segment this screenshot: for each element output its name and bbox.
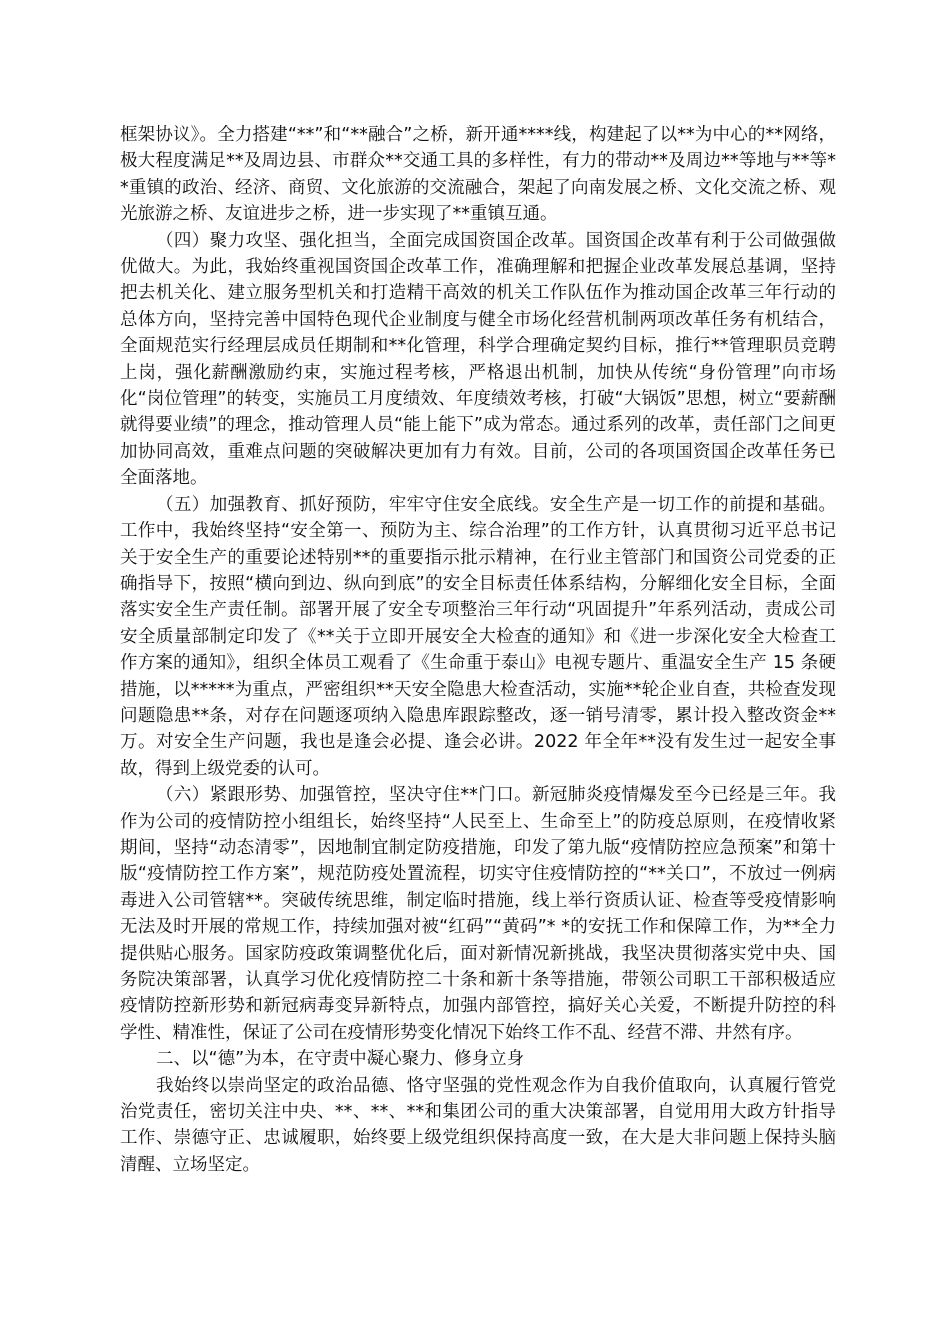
paragraph-virtue-body: 我始终以崇尚坚定的政治品德、恪守坚强的党性观念作为自我价值取向，认真履行管党治党责任，密切关注中央、**、**、**和集团公司的重大决策部署，自觉用用大政方针指导工作、崇德守正、忠诚履职，始终要上级党组织保持高度一致，在大是大非问题上保持头脑清醒、立场坚定。 [120,1075,836,1175]
paragraph-section-6-epidemic: （六）紧跟形势、加强管控，坚决守住**门口。新冠肺炎疫情爆发至今已经是三年。我作为公司的疫情防控小组组长，始终坚持“人民至上、生命至上”的防疫总原则，在疫情收紧期间，坚持“动态清零”，因地制宜制定防疫措施，印发了第九版“疫情防控应急预案”和第十版“疫情防控工作方案”，规范防疫处置流程，切实守住疫情防控的“**关口”，不放过一例病毒进入公司管辖**。突破传统思维，制定临时措施，线上举行资质认证、检查等受疫情影响无法及时开展的常规工作，持续加强对被“红码”“黄码”* *的安抚工作和保障工作，为**全力提供贴心服务。国家防疫政策调整优化后，面对新情况新挑战，我坚决贯彻落实党中央、国务院决策部署，认真学习优化疫情防控二十条和新十条等措施，带领公司职工干部积极适应疫情防控新形势和新冠病毒变异新特点，加强内部管控，搞好关心关爱，不断提升防控的科学性、精准性，保证了公司在疫情形势变化情况下始终工作不乱、经营不滞、井然有序。 [120,785,836,1043]
section-heading-virtue: 二、以“德”为本，在守责中凝心聚力、修身立身 [156,1049,525,1070]
paragraph-section-4-reform: （四）聚力攻坚、强化担当，全面完成国资国企改革。国资国企改革有利于公司做强做优做大。为此，我始终重视国资国企改革工作，准确理解和把握企业改革发展总基调，坚持把去机关化、建立服务型机关和打造精干高效的机关工作队伍作为推动国企改革三年行动的总体方向，坚持完善中国特色现代企业制度与健全市场化经营机制两项改革任务有机结合，全面规范实行经理层成员任期制和**化管理，科学合理确定契约目标，推行**管理职员竞聘上岗，强化薪酬激励约束，实施过程考核，严格退出机制，加快从传统“身份管理”向市场化“岗位管理”的转变，实施员工月度绩效、年度绩效考核，打破“大锅饭”思想，树立“要薪酬就得要业绩”的理念，推动管理人员“能上能下”成为常态。通过系列的改革，责任部门之间更加协同高效，重难点问题的突破解决更加有力有效。目前，公司的各项国资国企改革任务已全面落地。 [120,230,836,489]
paragraph-continuation: 框架协议》。全力搭建“**”和“**融合”之桥，新开通****线，构建起了以**为中心的**网络，极大程度满足**及周边县、市群众**交通工具的多样性，有力的带动**及周边**等地与**等**重镇的政治、经济、商贸、文化旅游的交流融合，架起了向南发展之桥、文化交流之桥、观光旅游之桥、友谊进步之桥，进一步实现了**重镇互通。 [120,125,836,225]
paragraph-section-5-safety: （五）加强教育、抓好预防，牢牢守住安全底线。安全生产是一切工作的前提和基础。工作中，我始终坚持“安全第一、预防为主、综合治理”的工作方针，认真贯彻习近平总书记关于安全生产的重要论述特别**的重要指示批示精神，在行业主管部门和国资公司党委的正确指导下，按照“横向到边、纵向到底”的安全目标责任体系结构，分解细化安全目标，全面落实安全生产责任制。部署开展了安全专项整治三年行动“巩固提升”年系列活动，责成公司安全质量部制定印发了《**关于立即开展安全大检查的通知》和《进一步深化安全大检查工作方案的通知》，组织全体员工观看了《生命重于泰山》电视专题片、重温安全生产 15 条硬措施，以*****为重点，严密组织**天安全隐患大检查活动，实施**轮企业自查，共检查发现问题隐患**条，对存在问题逐项纳入隐患库跟踪整改，逐一销号清零，累计投入整改资金**万。对安全生产问题，我也是逢会必提、逢会必讲。2022 年全年**没有发生过一起安全事故，得到上级党委的认可。 [120,494,836,779]
document-page [120,122,836,1178]
